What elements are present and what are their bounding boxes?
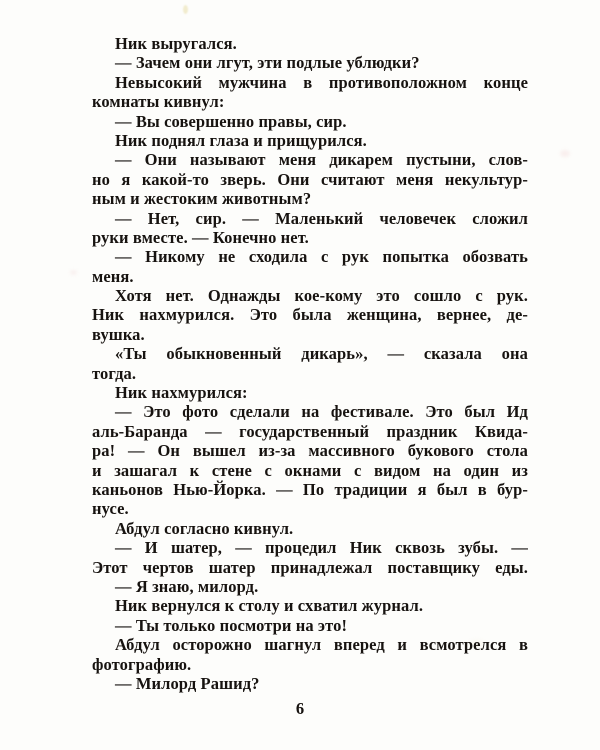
text-line: меня. bbox=[92, 266, 134, 286]
text-line: Этот чертов шатер принадлежал поставщику еды. bbox=[92, 557, 528, 577]
text-line: Ник поднял глаза и прищурился. bbox=[115, 130, 367, 150]
text-line: каньонов Нью-Йорка. — По традиции я был в бур- bbox=[92, 479, 528, 499]
text-line: тогда. bbox=[92, 363, 137, 383]
text-line: Ник вернулся к столу и схватил журнал. bbox=[115, 596, 424, 616]
text-line: руки вместе. — Конечно нет. bbox=[92, 227, 309, 247]
text-line: аль-Баранда — государственный праздник Квида- bbox=[92, 421, 528, 441]
text-line: ным и жестоким животным? bbox=[92, 189, 312, 209]
text-line: нусе. bbox=[92, 499, 129, 519]
text-line: — Милорд Рашид? bbox=[115, 673, 260, 693]
text-line: Ник выругался. bbox=[115, 34, 237, 53]
text-line: Ник нахмурился. Это была женщина, вернее, де- bbox=[92, 305, 528, 325]
scan-speck bbox=[183, 5, 188, 14]
text-line: — Нет, сир. — Маленький человечек сложил bbox=[115, 208, 528, 228]
text-line: — Они называют меня дикарем пустыни, слов- bbox=[115, 150, 528, 170]
text-line: вушка. bbox=[92, 324, 145, 344]
text-line: Ник нахмурился: bbox=[115, 383, 248, 403]
scan-speck bbox=[70, 270, 77, 275]
text-line: Абдул согласно кивнул. bbox=[115, 518, 294, 538]
page-number: 6 bbox=[295, 699, 305, 718]
scan-speck bbox=[560, 150, 570, 157]
text-line: комнаты кивнул: bbox=[92, 92, 225, 112]
text-line: Абдул осторожно шагнул вперед и всмотрелся в bbox=[115, 635, 528, 655]
text-line: Хотя нет. Однажды кое-кому это сошло с рук. bbox=[115, 286, 528, 306]
text-line: Невысокий мужчина в противоположном конце bbox=[115, 72, 528, 92]
text-line: «Ты обыкновенный дикарь», — сказала она bbox=[115, 344, 528, 364]
text-line: — Я знаю, милорд. bbox=[115, 576, 259, 596]
text-line: — Ты только посмотри на это! bbox=[115, 615, 348, 635]
text-line: но я какой-то зверь. Они считают меня некультур- bbox=[92, 169, 528, 189]
text-line: — Это фото сделали на фестивале. Это был Ид bbox=[115, 402, 528, 422]
text-block bbox=[92, 34, 528, 693]
text-line: — Вы совершенно правы, сир. bbox=[115, 111, 347, 131]
text-line: ра! — Он вышел из-за массивного букового стола bbox=[92, 441, 528, 461]
text-line: — И шатер, — процедил Ник сквозь зубы. — bbox=[115, 538, 528, 558]
text-line: и зашагал к стене с окнами с видом на один из bbox=[92, 460, 528, 480]
text-line: фотографию. bbox=[92, 654, 192, 674]
text-line: — Никому не сходила с рук попытка обозвать bbox=[115, 247, 528, 267]
text-line: — Зачем они лгут, эти подлые ублюдки? bbox=[115, 53, 420, 73]
